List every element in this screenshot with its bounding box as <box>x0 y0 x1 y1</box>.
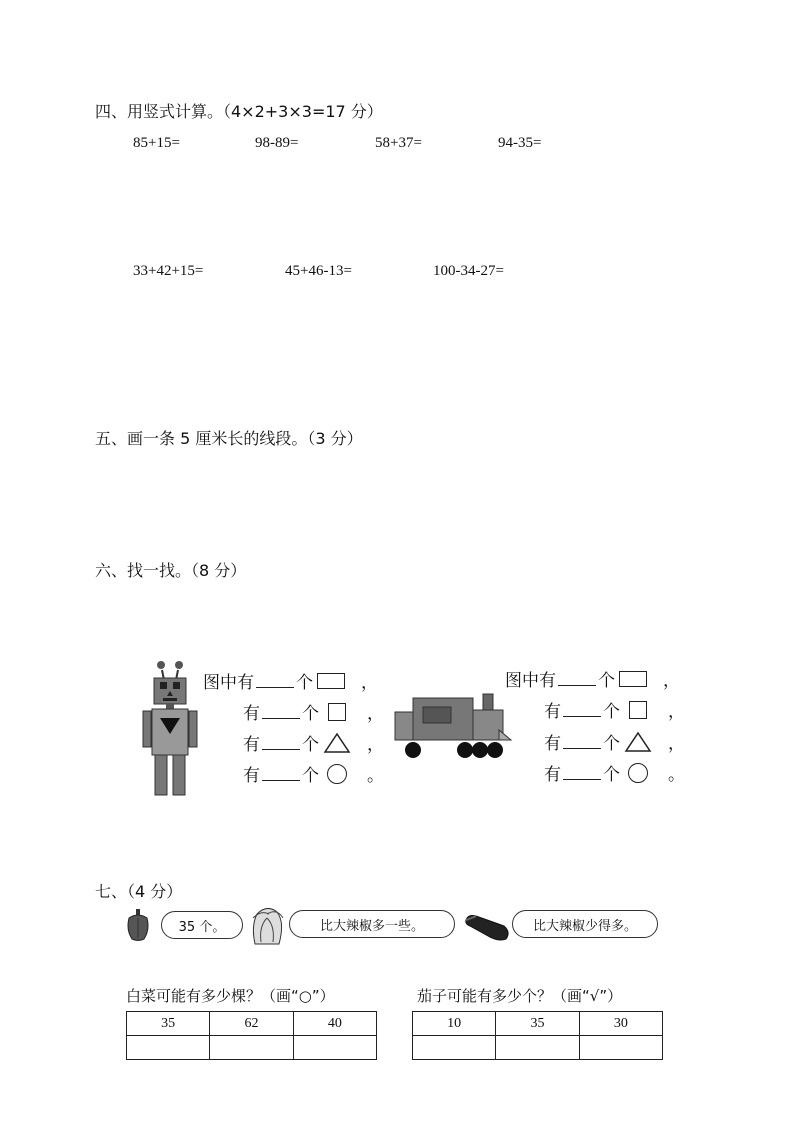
answer-blank[interactable] <box>262 766 300 781</box>
answer-blank[interactable] <box>256 673 294 688</box>
has-label: 有 <box>243 735 260 755</box>
period: 。 <box>367 766 384 786</box>
has-label: 有 <box>243 704 260 724</box>
has-label: 有 <box>544 734 561 754</box>
section6-heading: 六、找一找。（8 分） <box>95 561 247 580</box>
answer-cell[interactable] <box>496 1036 579 1060</box>
expr-1: 85+15= <box>133 135 180 151</box>
answer-blank[interactable] <box>262 735 300 750</box>
answer-cell[interactable] <box>210 1036 293 1060</box>
robot-lead-label: 图中有 <box>203 673 254 693</box>
expr-2: 98-89= <box>255 135 299 151</box>
triangle-icon <box>323 732 353 754</box>
unit-label: 个 <box>302 735 319 755</box>
unit-label: 个 <box>603 765 620 785</box>
rectangle-icon <box>619 668 649 690</box>
unit-label: 个 <box>603 734 620 754</box>
robot-line-square <box>243 699 384 724</box>
cabbage-speech-bubble <box>289 910 455 938</box>
train-line-circle <box>544 760 685 785</box>
eggplant-speech-bubble <box>512 910 658 938</box>
robot-figure <box>140 658 200 798</box>
has-label: 有 <box>544 765 561 785</box>
robot-line-circle <box>243 761 384 786</box>
train-lead-label: 图中有 <box>505 671 556 691</box>
answer-cell[interactable] <box>293 1036 376 1060</box>
expr-4: 94-35= <box>498 135 542 151</box>
comma: ， <box>367 735 384 755</box>
square-icon <box>624 699 654 721</box>
bubble-text: 比大辣椒少得多。 <box>532 918 637 934</box>
cabbage-icon <box>247 904 287 946</box>
pepper-icon <box>125 908 151 942</box>
circle-icon <box>323 763 353 785</box>
unit-label: 个 <box>296 673 313 693</box>
bubble-text: 比大辣椒多一些。 <box>319 918 424 934</box>
cabbage-answer-table <box>126 1011 377 1060</box>
answer-blank[interactable] <box>563 702 601 717</box>
answer-blank[interactable] <box>262 704 300 719</box>
eggplant-answer-table <box>412 1011 663 1060</box>
unit-label: 个 <box>603 702 620 722</box>
period: 。 <box>668 765 685 785</box>
circle-icon <box>624 762 654 784</box>
comma: ， <box>668 702 685 722</box>
expr-3: 58+37= <box>375 135 422 151</box>
comma: ， <box>663 671 680 691</box>
section5-heading: 五、画一条 5 厘米长的线段。（3 分） <box>95 429 363 448</box>
unit-label: 个 <box>598 671 615 691</box>
eggplant-option: 10 <box>413 1012 496 1036</box>
eggplant-option: 30 <box>579 1012 662 1036</box>
section4-heading: 四、用竖式计算。（4×2+3×3=17 分） <box>95 102 383 121</box>
cabbage-option: 40 <box>293 1012 376 1036</box>
unit-label: 个 <box>302 704 319 724</box>
bubble-text: 35 个。 <box>178 919 226 935</box>
has-label: 有 <box>544 702 561 722</box>
cabbage-question: 白菜可能有多少棵？（画“○”） <box>126 987 335 1005</box>
comma: ， <box>668 734 685 754</box>
robot-line-rect <box>203 668 378 693</box>
triangle-icon <box>624 731 654 753</box>
square-icon <box>323 701 353 723</box>
answer-cell[interactable] <box>127 1036 210 1060</box>
rectangle-icon <box>317 670 347 692</box>
eggplant-icon <box>464 912 512 942</box>
expr-5: 33+42+15= <box>133 263 204 279</box>
train-line-rect <box>505 666 680 691</box>
train-line-square <box>544 697 685 722</box>
comma: ， <box>367 704 384 724</box>
has-label: 有 <box>243 766 260 786</box>
unit-label: 个 <box>302 766 319 786</box>
robot-line-triangle <box>243 730 384 755</box>
answer-blank[interactable] <box>563 734 601 749</box>
pepper-speech-bubble <box>161 911 243 939</box>
train-figure <box>393 690 513 762</box>
answer-blank[interactable] <box>558 671 596 686</box>
eggplant-question: 茄子可能有多少个？（画“√”） <box>417 987 623 1005</box>
section7-heading: 七、（4 分） <box>95 882 183 901</box>
answer-cell[interactable] <box>413 1036 496 1060</box>
cabbage-option: 62 <box>210 1012 293 1036</box>
answer-cell[interactable] <box>579 1036 662 1060</box>
answer-blank[interactable] <box>563 765 601 780</box>
eggplant-option: 35 <box>496 1012 579 1036</box>
cabbage-option: 35 <box>127 1012 210 1036</box>
train-line-triangle <box>544 729 685 754</box>
expr-7: 100-34-27= <box>433 263 504 279</box>
expr-6: 45+46-13= <box>285 263 352 279</box>
comma: ， <box>361 673 378 693</box>
